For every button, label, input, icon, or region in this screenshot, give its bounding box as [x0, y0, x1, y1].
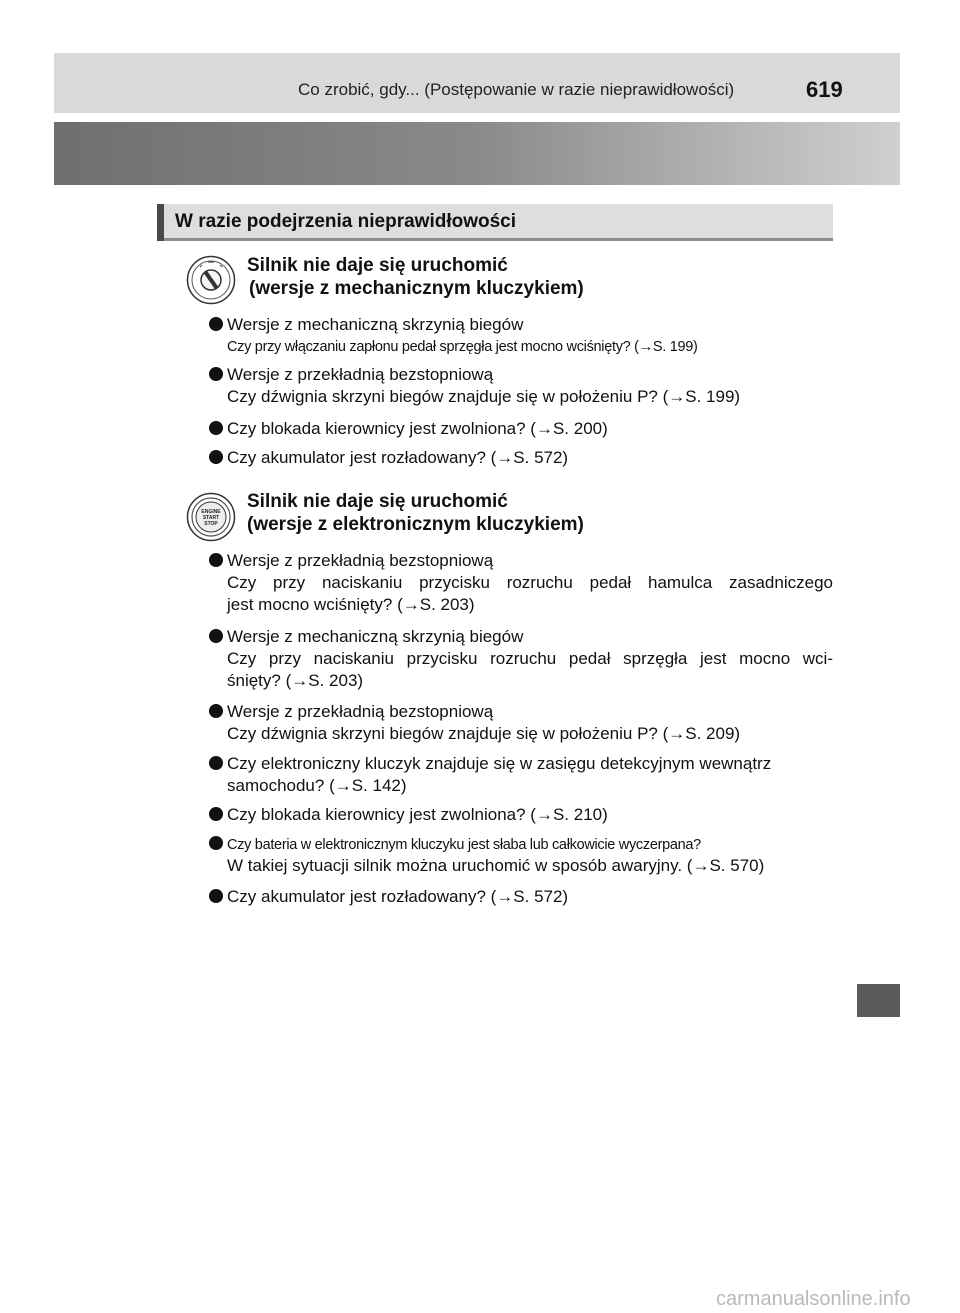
subsection-title-mechanical	[247, 254, 584, 300]
section-title: W razie podejrzenia nieprawidłowości	[175, 211, 517, 232]
section-heading-box	[157, 204, 833, 241]
item-text: Czy przy włączaniu zapłonu pedał sprzęgła jest mocno wciśnięty? (→S. 199)	[227, 339, 698, 355]
item-text: Wersje z przekładnią bezstopniową	[227, 702, 494, 721]
watermark: carmanualsonline.info	[716, 1288, 911, 1310]
item-text: Czy akumulator jest rozładowany? (→S. 572)	[227, 887, 569, 906]
bullet-icon	[209, 421, 223, 435]
bullet-icon	[209, 756, 223, 770]
chapter-band	[54, 122, 900, 185]
item-text: Czy blokada kierownicy jest zwolniona? (→S. 210)	[227, 805, 608, 824]
item-text: Wersje z przekładnią bezstopniową	[227, 551, 494, 570]
bullet-icon	[209, 367, 223, 381]
item-text: Wersje z mechaniczną skrzynią biegów	[227, 627, 524, 646]
bullet-icon	[209, 317, 223, 331]
section-heading-accent	[157, 204, 164, 241]
icon-label: START	[202, 515, 220, 521]
bullet-icon	[209, 836, 223, 850]
engine-start-stop-button-icon	[186, 492, 236, 542]
item-text: samochodu? (→S. 142)	[227, 776, 407, 795]
item-text: śnięty? (→S. 203)	[227, 671, 364, 690]
item-text: Wersje z przekładnią bezstopniową	[227, 365, 494, 384]
subsection-title-line: Silnik nie daje się uruchomić	[247, 491, 508, 512]
bullet-icon	[209, 629, 223, 643]
item-text: Czy dźwignia skrzyni biegów znajduje się w położeniu P? (→S. 199)	[227, 387, 741, 406]
item-text: jest mocno wciśnięty? (→S. 203)	[227, 595, 475, 614]
icon-label: STOP	[204, 521, 218, 527]
bullet-icon	[209, 553, 223, 567]
subsection-title-line: (wersje z elektronicznym kluczykiem)	[247, 514, 584, 535]
bullet-icon	[209, 807, 223, 821]
item-text: W takiej sytuacji silnik można uruchomić w sposób awaryjny. (→S. 570)	[227, 856, 765, 875]
bullet-icon	[209, 704, 223, 718]
subsection-title-electronic	[247, 490, 584, 536]
item-text: Czy blokada kierownicy jest zwolniona? (→S. 200)	[227, 419, 608, 438]
item-text: Czy bateria w elektronicznym kluczyku jest słaba lub całkowicie wyczerpana?	[227, 837, 701, 853]
subsection-title-line: (wersje z mechanicznym kluczykiem)	[249, 278, 584, 299]
icon-label: ENGINE	[201, 509, 221, 515]
item-text: Czy przy naciskaniu przycisku rozruchu pedał hamulca zasadniczego	[227, 573, 833, 592]
item-text: Wersje z mechaniczną skrzynią biegów	[227, 315, 524, 334]
item-text: Czy przy naciskaniu przycisku rozruchu pedał sprzęgła jest mocno wci-	[227, 649, 833, 668]
item-text: Czy akumulator jest rozładowany? (→S. 572)	[227, 448, 569, 467]
bullet-icon	[209, 450, 223, 464]
running-header-title: Co zrobić, gdy... (Postępowanie w razie nieprawidłowości)	[298, 80, 735, 99]
item-text: Czy elektroniczny kluczyk znajduje się w zasięgu detekcyjnym wewnątrz	[227, 754, 772, 773]
subsection-title-line: Silnik nie daje się uruchomić	[247, 255, 508, 276]
page-number: 619	[806, 77, 843, 102]
item-text: Czy dźwignia skrzyni biegów znajduje się w położeniu P? (→S. 209)	[227, 724, 741, 743]
chapter-side-tab	[857, 984, 900, 1017]
bullet-icon	[209, 889, 223, 903]
ignition-key-switch-icon	[186, 255, 236, 305]
